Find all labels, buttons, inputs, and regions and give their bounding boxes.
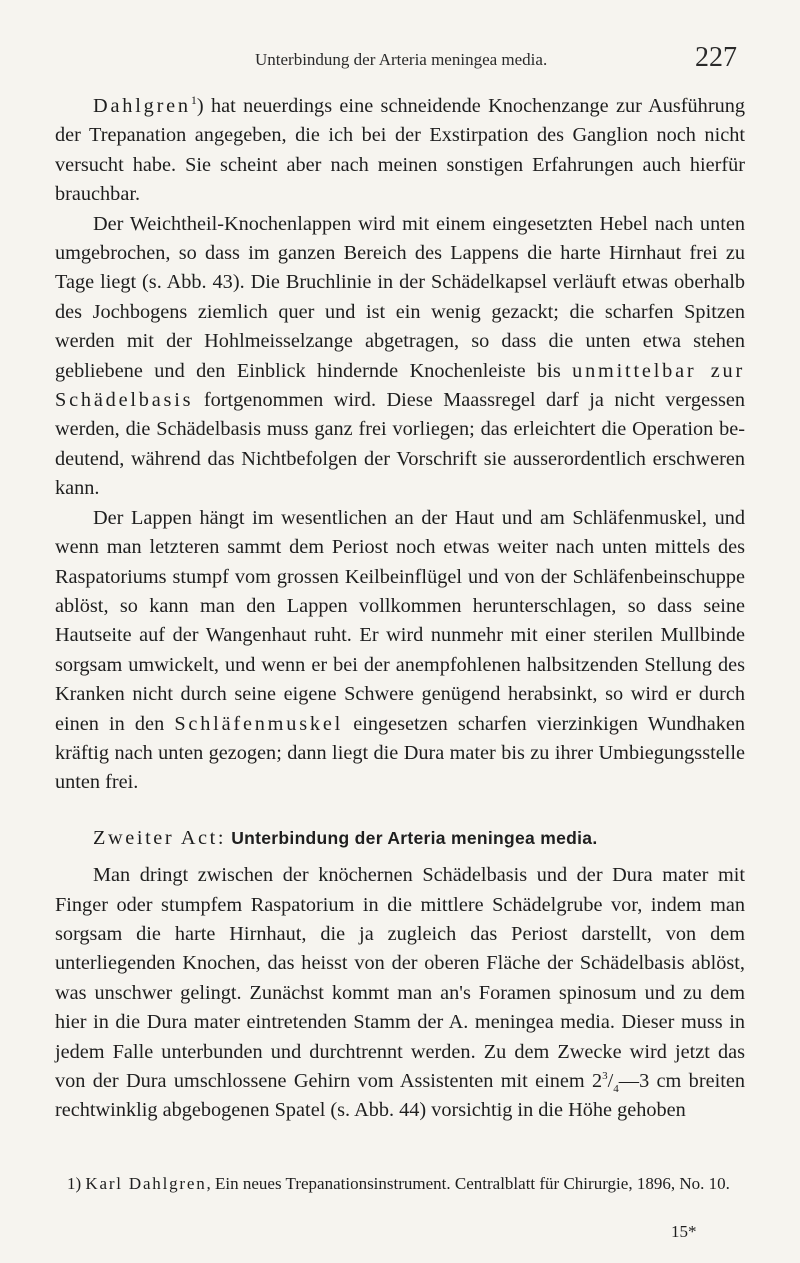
footnote-text: , Ein neues Trepanationsinstrument. Centralblatt für Chirurgie, 1896, No. 10. (206, 1174, 730, 1193)
measurement-fraction: $2^3/_4$ (592, 1070, 619, 1096)
section-title: Unterbindung der Arteria meningea media. (231, 827, 598, 848)
section-act-label: Zweiter Act: (93, 826, 227, 849)
paragraph-4 (55, 861, 745, 1126)
paragraph-2-text-b: fortgenommen wird. Diese Maassregel darf ja nicht vergessen werden, die Schädelbasis muss ganz frei vorliegen; das erleichtert die Operation bedeutend, während das Nichtbefolgen der Vorschrift sie ausserordentlich erschweren kann. (55, 389, 745, 500)
paragraph-2 (55, 210, 745, 504)
page-number: 227 (695, 42, 737, 73)
signature-mark: 15* (671, 1222, 697, 1241)
author-name: Dahlgren (93, 95, 191, 117)
paragraph-1 (55, 92, 745, 210)
paragraph-1-text: ) hat neuerdings eine schneidende Knochenzange zur Ausführung der Trepanation angegeben, die ich bei der Exstirpation des Ganglion noch nicht versucht habe. Sie scheint aber nach meinen sonstigen Erfahrungen auch hierfür brauchbar. (55, 95, 745, 206)
body-text (55, 92, 745, 1126)
measurement-numerator: 3 (602, 1070, 608, 1083)
emphasis-temporal-muscle: Schläfenmuskel (174, 712, 344, 735)
emphasis-skull-base: unmittelbar zur Schädelbasis (55, 359, 745, 412)
paragraph-3-text-a: Der Lappen hängt im wesentlichen an der Haut und am Schläfenmuskel, und wenn man letzteren sammt dem Periost noch etwas weiter nach unten mittels des Raspatoriums stumpf vom grossen Keilbeinflügel und von der Schläfenbeinschuppe ablöst, so kann man den Lappen vollkommen herunterschlagen, so dass seine Hautseite auf der Wangenhaut ruht. Er wird nunmehr mit einer sterilen Mullbinde sorgsam umwickelt, und wenn er bei der anempfohlenen halbsitzenden Stellung des Kranken nicht durch seine eigene Schwere genügend herabsinkt, so wird er durch einen in den (55, 506, 745, 735)
paragraph-4-text-a: Man dringt zwischen der knöchernen Schädelbasis und der Dura mater mit Finger oder stumpfem Raspatorium in die mittlere Schädelgrube vor, indem man sorgsam die harte Hirnhaut, die ja zugleich das Periost darstellt, von dem unterliegenden Knochen, das heisst von der oberen Fläche der Schädelbasis ablöst, was unschwer gelingt. Zunächst kommt man an's Foramen spinosum und zu dem hier in die Dura mater eintretenden Stamm der A. meningea media. Dieser muss in jedem Falle unterbunden und durchtrennt werden. Zu dem Zwecke wird jetzt das von der Dura umschlossene Gehirn vom Assistenten mit einem (55, 864, 745, 1092)
measurement-whole: 2 (592, 1070, 603, 1092)
paragraph-3 (55, 504, 745, 798)
running-head (55, 40, 737, 73)
paragraph-2-text-a: Der Weichtheil-Knochenlappen wird mit einem eingesetzten Hebel nach unten umgebrochen, so dass im ganzen Bereich des Lappens die harte Hirnhaut frei zu Tage liegt (s. Abb. 43). Die Bruchlinie in der Schädelkapsel verläuft etwas oberhalb des Jochbogens ziemlich quer und ist ein wenig gezackt; die scharfen Spitzen werden mit der Hohlmeisselzange abgetragen, so dass die unten etwa stehen gebliebene und den Einblick hindernde Knochenleiste bis (55, 212, 745, 382)
paragraph-4-text-b: —3 cm breiten rechtwinklig abgebogenen Spatel (s. Abb. 44) vorsichtig in die Höhe gehoben (55, 1070, 745, 1122)
measurement-denominator: 4 (613, 1083, 619, 1096)
running-title: Unterbindung der Arteria meningea media. (255, 50, 548, 69)
footnote-author: Karl Dahlgren (85, 1174, 207, 1193)
section-heading (55, 824, 745, 853)
paragraph-3-text-b: eingesetzen scharfen vierzinkigen Wundhaken kräftig nach unten gezogen; dann liegt die Dura mater bis zu ihrer Umbiegungsstelle unten frei. (55, 712, 745, 794)
footnote-marker: 1) (67, 1174, 86, 1193)
footnote-reference: 1 (190, 93, 197, 107)
footnote (67, 1172, 745, 1195)
